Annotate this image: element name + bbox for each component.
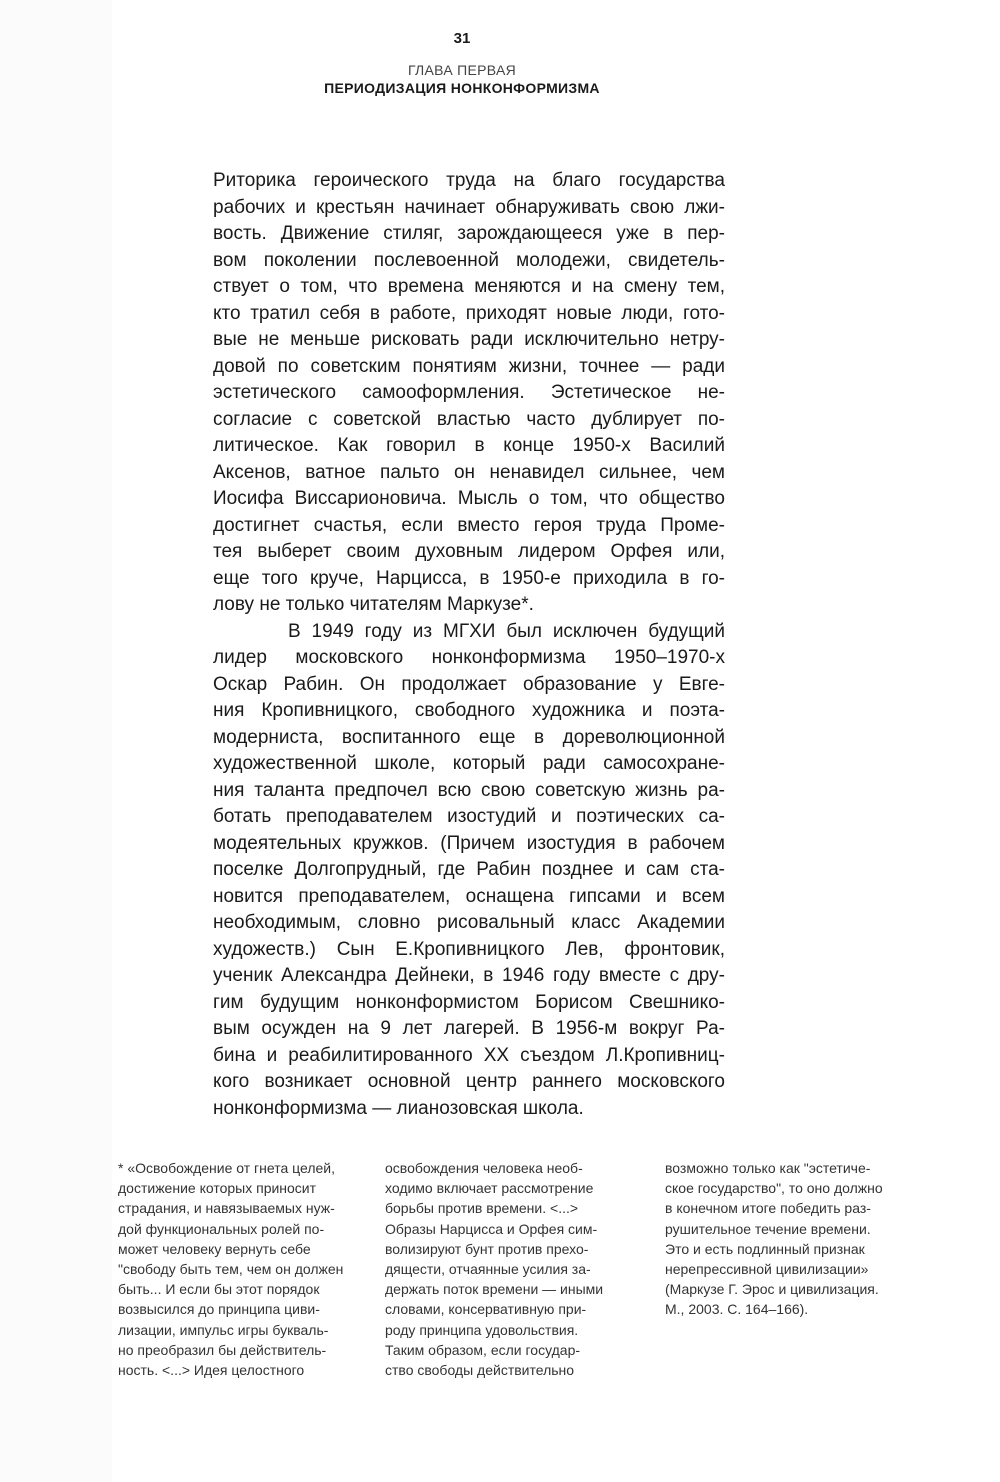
text-line: ния Кропивницкого, свободного художника и поэта-: [213, 700, 725, 721]
text-line: нонконформизма — лианозовская школа.: [213, 1097, 584, 1119]
footnote-line: возвысился до принципа циви-: [118, 1301, 320, 1318]
footnote-column-3: [665, 1158, 920, 1320]
footnote-line: ность. <...> Идея целостного: [118, 1362, 305, 1379]
text-line: Иосифа Виссарионовича. Мысль о том, что общество: [213, 488, 725, 509]
paragraph: [213, 168, 725, 619]
footnote-line: Таким образом, если государ-: [385, 1341, 581, 1358]
footnote-line: словами, консервативную при-: [385, 1301, 587, 1318]
footnote-line: дой функциональных ролей по-: [118, 1220, 325, 1237]
footnote-line: рушительное течение времени.: [665, 1220, 871, 1237]
footnote-line: страдания, и навязываемых нуж-: [118, 1200, 335, 1217]
footnote-line: может человеку вернуть себе: [118, 1240, 311, 1257]
text-line: поселке Долгопрудный, где Рабин позднее и сам ста-: [213, 859, 725, 880]
footnote-line: достижение которых приносит: [118, 1180, 317, 1197]
text-line: вым осужден на 9 лет лагерей. В 1956-м вокруг Ра-: [213, 1018, 725, 1039]
footnote-line: "свободу быть тем, чем он должен: [118, 1261, 344, 1278]
footnote-column-2: [385, 1158, 630, 1380]
text-line: Оскар Рабин. Он продолжает образование у Евге-: [213, 673, 725, 695]
text-line: лидер московского нонконформизма 1950–1970-х: [213, 647, 725, 668]
footnote-line: борьбы против времени. <...>: [385, 1200, 579, 1217]
footnote-line: * «Освобождение от гнета целей,: [118, 1160, 335, 1176]
text-line: новится преподавателем, оснащена гипсами и всем: [213, 885, 725, 907]
text-line: литическое. Как говорил в конце 1950-х Василий: [213, 435, 725, 456]
chapter-label: ГЛАВА ПЕРВАЯ: [407, 62, 517, 78]
text-line: достигнет счастья, если вместо героя труда Проме-: [213, 514, 725, 536]
footnote-line: волизируют бунт против прехо-: [385, 1240, 589, 1257]
footnote-line: быть... И если бы этот порядок: [118, 1281, 320, 1298]
text-line: тея выберет своим духовным лидером Орфея или,: [213, 541, 725, 562]
text-line: еще того круче, Нарцисса, в 1950-е приходила в го-: [213, 567, 725, 589]
scan-margin-shade: [0, 0, 112, 1482]
text-line: модеятельных кружков. (Причем изостудия в рабочем: [213, 832, 725, 854]
footnote-line: держать поток времени — иными: [385, 1281, 604, 1298]
text-line: ствует о том, что времена меняются и на смену тем,: [213, 276, 725, 297]
main-text: [213, 168, 725, 1122]
paragraph: [213, 619, 725, 1123]
text-line: кого возникает основной центр раннего московского: [213, 1071, 725, 1092]
text-line: художественной школе, который ради самосохране-: [213, 753, 725, 774]
text-line: лову не только читателям Маркузе*.: [213, 594, 534, 615]
text-line: модерниста, воспитанного еще в дореволюционной: [213, 726, 725, 748]
text-line: рабочих и крестьян начинает обнаруживать свою лжи-: [213, 196, 725, 218]
text-line: вые не меньше рисковать ради исключительно нетру-: [213, 329, 725, 350]
footnote-line: возможно только как "эстетиче-: [665, 1160, 871, 1176]
text-line: художеств.) Сын Е.Кропивницкого Лев, фронтовик,: [213, 938, 725, 960]
text-line: бина и реабилитированного XX съездом Л.Кропивниц-: [213, 1044, 725, 1066]
footnote-column-1: [118, 1158, 358, 1380]
text-line: ботать преподавателем изостудий и поэтических са-: [213, 806, 725, 827]
text-line: необходимым, словно рисовальный класс Академии: [213, 912, 725, 933]
footnote-line: (Маркузе Г. Эрос и цивилизация.: [665, 1281, 879, 1298]
footnote-line: М., 2003. С. 164–166).: [665, 1301, 809, 1318]
text-line: гим будущим нонконформистом Борисом Свешнико-: [213, 991, 725, 1013]
text-line: ученик Александра Дейнеки, в 1946 году вместе с дру-: [213, 965, 725, 986]
footnote-line: ходимо включает рассмотрение: [385, 1180, 594, 1197]
page-number: 31: [453, 30, 471, 47]
footnote-line: ство свободы действительно: [385, 1362, 575, 1379]
text-line: согласие с советской властью часто дублирует по-: [213, 408, 725, 430]
footnote-line: лизации, импульс игры букваль-: [118, 1321, 329, 1338]
footnote-line: Это и есть подлинный признак: [665, 1240, 865, 1257]
text-line: Аксенов, ватное пальто он ненавидел сильнее, чем: [213, 461, 725, 483]
footnote-line: но преобразил бы действитель-: [118, 1341, 327, 1358]
footnote-line: в конечном итоге победить раз-: [665, 1200, 871, 1217]
text-line: В 1949 году из МГХИ был исключен будущий: [288, 620, 725, 642]
footnote-line: нерепрессивной цивилизации»: [665, 1261, 869, 1278]
text-line: ния таланта предпочел всю свою советскую жизнь ра-: [213, 779, 725, 801]
text-line: вость. Движение стиляг, зарождающееся уже в пер-: [213, 223, 725, 244]
footnote-line: дящести, отчаянные усилия за-: [385, 1261, 591, 1278]
chapter-title: ПЕРИОДИЗАЦИЯ НОНКОНФОРМИЗМА: [324, 80, 600, 96]
footnote-line: Образы Нарцисса и Орфея сим-: [385, 1220, 598, 1237]
text-line: довой по советским понятиям жизни, точнее — ради: [213, 355, 725, 377]
footnote-line: ское государство", то оно должно: [665, 1180, 883, 1197]
text-line: вом поколении послевоенной молодежи, свидетель-: [213, 249, 725, 271]
text-line: Риторика героического труда на благо государства: [213, 170, 725, 191]
footnote-line: освобождения человека необ-: [385, 1160, 583, 1176]
footnote-line: роду принципа удовольствия.: [385, 1321, 579, 1338]
text-line: эстетического самооформления. Эстетическое не-: [213, 382, 725, 403]
text-line: кто тратил себя в работе, приходят новые люди, гото-: [213, 302, 725, 324]
